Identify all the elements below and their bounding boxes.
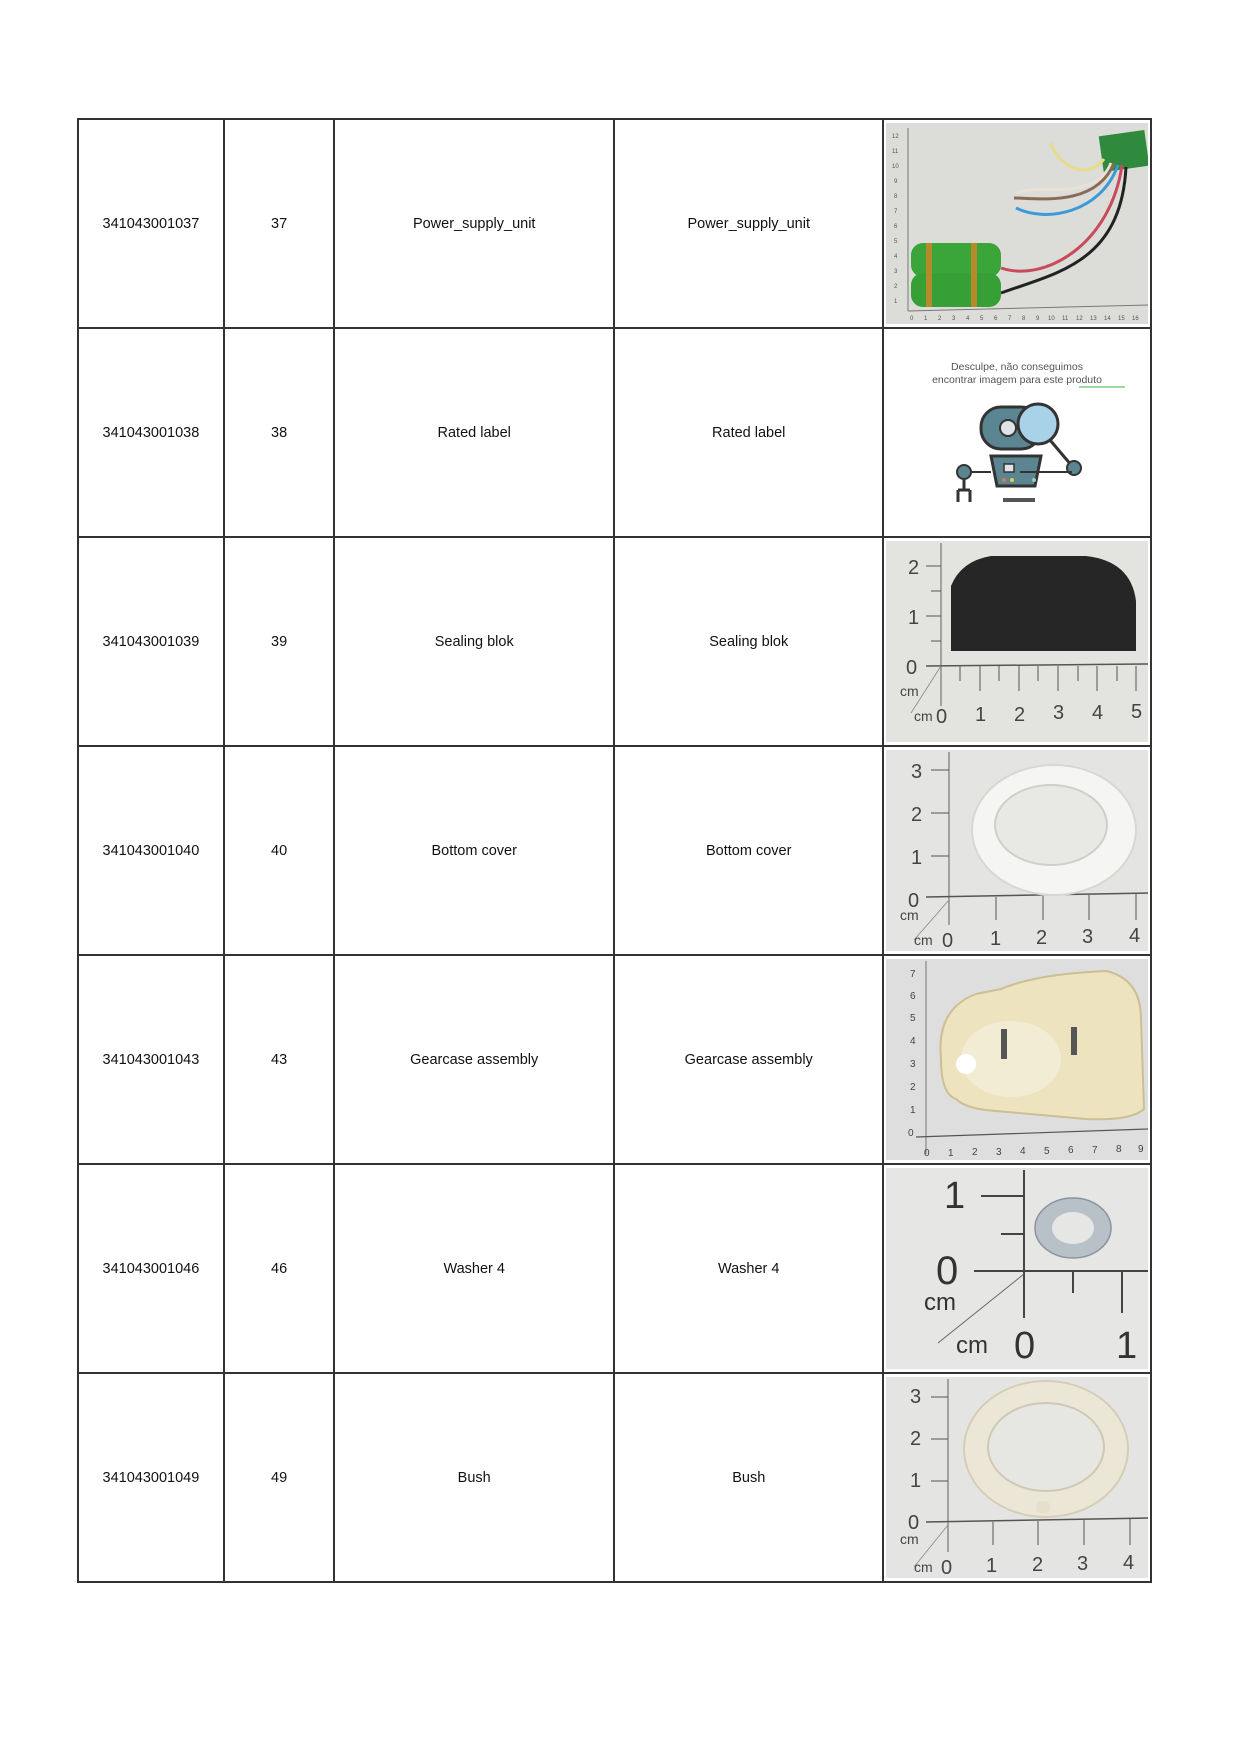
svg-text:9: 9 (894, 179, 898, 185)
table-row (78, 1373, 1151, 1582)
svg-text:1: 1 (894, 299, 898, 305)
part-code: 341043001040 (78, 746, 224, 955)
part-name: Sealing blok (334, 537, 614, 746)
svg-text:10: 10 (1048, 316, 1056, 322)
svg-text:1: 1 (910, 1105, 917, 1116)
part-description: Sealing blok (614, 537, 884, 746)
part-code: 341043001046 (78, 1164, 224, 1373)
part-name: Bottom cover (334, 746, 614, 955)
svg-text:11: 11 (1062, 316, 1069, 322)
svg-text:cm: cm (924, 1289, 957, 1316)
svg-text:3: 3 (996, 1147, 1003, 1158)
svg-text:3: 3 (911, 761, 923, 783)
svg-text:6: 6 (910, 991, 917, 1002)
power-supply-unit-photo (886, 123, 1148, 324)
svg-text:encontrar imagem para este pro: encontrar imagem para este produto (932, 374, 1103, 386)
svg-text:5: 5 (980, 316, 984, 322)
svg-text:2: 2 (972, 1147, 979, 1158)
svg-text:1: 1 (990, 928, 1002, 950)
position-number: 40 (224, 746, 335, 955)
svg-text:12: 12 (1076, 316, 1084, 322)
part-description: Power_supply_unit (614, 119, 884, 328)
svg-text:cm: cm (900, 907, 920, 923)
svg-text:4: 4 (1092, 702, 1104, 724)
svg-text:5: 5 (894, 239, 898, 245)
svg-text:0: 0 (936, 1249, 959, 1293)
table-row (78, 537, 1151, 746)
svg-text:3: 3 (1082, 926, 1094, 948)
position-number: 37 (224, 119, 335, 328)
part-image-cell (883, 955, 1151, 1164)
svg-text:2: 2 (910, 1082, 917, 1093)
svg-text:0: 0 (906, 657, 918, 679)
svg-text:0: 0 (1014, 1325, 1036, 1367)
svg-text:4: 4 (1129, 925, 1141, 947)
bush-image-icon (886, 1377, 1148, 1578)
part-code: 341043001039 (78, 537, 224, 746)
svg-text:7: 7 (1092, 1145, 1099, 1156)
table-row (78, 955, 1151, 1164)
part-image-cell (883, 746, 1151, 955)
gearcase-image-icon (886, 959, 1148, 1160)
power-supply-image-icon (886, 123, 1148, 324)
svg-text:0: 0 (910, 316, 914, 322)
svg-text:2: 2 (938, 316, 942, 322)
svg-text:13: 13 (1090, 316, 1098, 322)
svg-text:cm: cm (914, 932, 934, 948)
svg-text:5: 5 (1131, 701, 1143, 723)
part-code: 341043001038 (78, 328, 224, 537)
svg-text:3: 3 (894, 269, 898, 275)
svg-text:1: 1 (944, 1175, 966, 1217)
part-description: Rated label (614, 328, 884, 537)
svg-text:2: 2 (1014, 704, 1026, 726)
svg-text:0: 0 (924, 1148, 931, 1159)
svg-text:4: 4 (1020, 1146, 1027, 1157)
svg-text:6: 6 (1068, 1145, 1075, 1156)
table-row (78, 746, 1151, 955)
svg-text:8: 8 (894, 194, 898, 200)
svg-text:1: 1 (948, 1148, 955, 1159)
svg-text:2: 2 (1036, 927, 1048, 949)
position-number: 38 (224, 328, 335, 537)
part-description: Bottom cover (614, 746, 884, 955)
svg-text:3: 3 (910, 1386, 922, 1408)
svg-text:cm: cm (914, 708, 934, 724)
svg-text:0: 0 (908, 1128, 915, 1139)
table-row (78, 328, 1151, 537)
washer-photo (886, 1168, 1148, 1369)
part-name: Power_supply_unit (334, 119, 614, 328)
svg-text:0: 0 (942, 930, 954, 951)
svg-text:3: 3 (1077, 1553, 1089, 1575)
svg-text:4: 4 (910, 1036, 917, 1047)
part-image-cell (883, 1373, 1151, 1582)
washer-image-icon (886, 1168, 1148, 1369)
svg-text:2: 2 (908, 557, 920, 579)
svg-text:1: 1 (1116, 1325, 1138, 1367)
svg-text:3: 3 (1053, 702, 1065, 724)
svg-text:6: 6 (894, 224, 898, 230)
svg-text:1: 1 (911, 847, 923, 869)
svg-text:Desculpe, não conseguimos: Desculpe, não conseguimos (951, 361, 1084, 373)
part-description: Gearcase assembly (614, 955, 884, 1164)
svg-text:5: 5 (1044, 1146, 1051, 1157)
no-image-placeholder (886, 332, 1148, 533)
svg-text:4: 4 (1123, 1552, 1135, 1574)
bottom-cover-photo (886, 750, 1148, 951)
part-image-cell (883, 328, 1151, 537)
svg-text:0: 0 (908, 890, 920, 912)
svg-text:3: 3 (952, 316, 956, 322)
part-description: Bush (614, 1373, 884, 1582)
part-code: 341043001043 (78, 955, 224, 1164)
bush-photo (886, 1377, 1148, 1578)
svg-text:9: 9 (1138, 1144, 1145, 1155)
sealing-block-image-icon (886, 541, 1148, 742)
part-image-cell (883, 119, 1151, 328)
svg-text:15: 15 (1118, 316, 1126, 322)
part-image-cell (883, 1164, 1151, 1373)
svg-text:11: 11 (892, 149, 899, 155)
svg-text:4: 4 (894, 254, 898, 260)
svg-text:cm: cm (956, 1332, 989, 1359)
svg-text:8: 8 (1116, 1144, 1123, 1155)
part-name: Washer 4 (334, 1164, 614, 1373)
svg-text:0: 0 (936, 706, 948, 728)
part-image-cell (883, 537, 1151, 746)
table-row (78, 119, 1151, 328)
svg-text:2: 2 (911, 804, 923, 826)
svg-text:2: 2 (1032, 1554, 1044, 1576)
table-row (78, 1164, 1151, 1373)
svg-text:10: 10 (892, 164, 900, 170)
svg-text:1: 1 (975, 704, 987, 726)
svg-text:7: 7 (894, 209, 898, 215)
svg-text:4: 4 (966, 316, 970, 322)
svg-text:7: 7 (910, 969, 917, 980)
position-number: 49 (224, 1373, 335, 1582)
svg-text:cm: cm (900, 1531, 920, 1547)
position-number: 39 (224, 537, 335, 746)
svg-text:12: 12 (892, 134, 900, 140)
part-name: Bush (334, 1373, 614, 1582)
svg-text:16: 16 (1132, 316, 1140, 322)
position-number: 43 (224, 955, 335, 1164)
position-number: 46 (224, 1164, 335, 1373)
svg-text:2: 2 (910, 1428, 922, 1450)
sealing-block-photo (886, 541, 1148, 742)
svg-text:1: 1 (924, 316, 928, 322)
svg-text:14: 14 (1104, 316, 1112, 322)
svg-text:3: 3 (910, 1059, 917, 1070)
parts-table (77, 118, 1152, 1583)
part-description: Washer 4 (614, 1164, 884, 1373)
svg-text:5: 5 (910, 1013, 917, 1024)
svg-text:2: 2 (894, 284, 898, 290)
robot-magnifier-icon (886, 332, 1148, 533)
svg-text:7: 7 (1008, 316, 1012, 322)
svg-text:0: 0 (941, 1557, 953, 1578)
svg-text:cm: cm (900, 683, 920, 699)
bottom-cover-image-icon (886, 750, 1148, 951)
svg-text:0: 0 (908, 1512, 920, 1534)
svg-text:1: 1 (908, 607, 920, 629)
part-code: 341043001049 (78, 1373, 224, 1582)
svg-text:8: 8 (1022, 316, 1026, 322)
svg-text:1: 1 (910, 1470, 922, 1492)
part-code: 341043001037 (78, 119, 224, 328)
gearcase-assembly-photo (886, 959, 1148, 1160)
svg-text:cm: cm (914, 1559, 934, 1575)
svg-text:1: 1 (986, 1555, 998, 1577)
part-name: Gearcase assembly (334, 955, 614, 1164)
part-name: Rated label (334, 328, 614, 537)
svg-text:9: 9 (1036, 316, 1040, 322)
svg-text:6: 6 (994, 316, 998, 322)
